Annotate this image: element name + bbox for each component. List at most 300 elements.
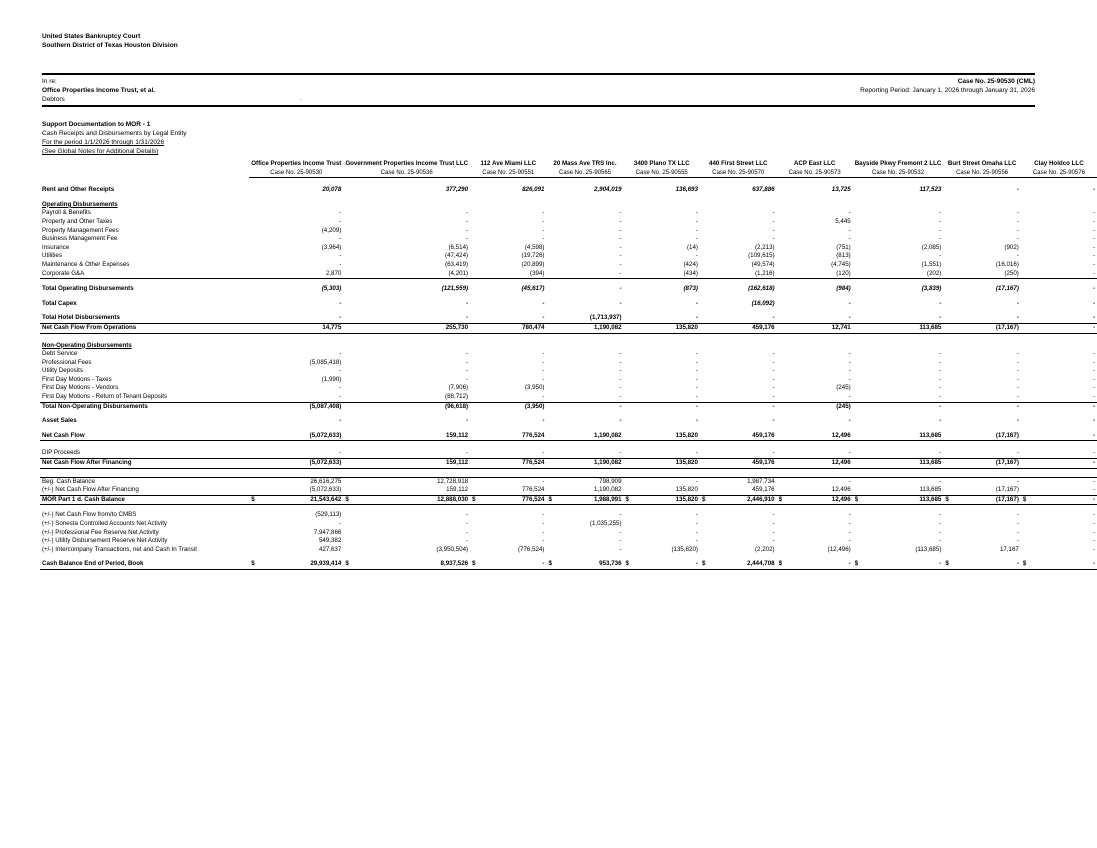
currency-symbol: $ [625, 495, 629, 503]
cell-value: (3,950,504) [436, 545, 469, 553]
currency-symbol: $ [854, 560, 859, 568]
cell-value: - [695, 235, 698, 243]
table-row-pm_fees [40, 227, 1097, 236]
entity-case: Case No. 25-90555 [624, 169, 700, 178]
cell-value: - [339, 384, 342, 392]
debtor-name: Office Properties Income Trust, et al. [42, 87, 156, 94]
cell-value: - [466, 367, 469, 375]
cell-value: (63,419) [445, 260, 469, 268]
cell-value: - [619, 417, 622, 425]
cell-value: (5,072,633) [249, 459, 343, 469]
entity-case: Case No. 25-90570 [700, 169, 777, 178]
cell-value [624, 560, 700, 569]
table-row-beg [40, 477, 1097, 486]
entity-name: 440 First Street LLC [709, 160, 768, 167]
cell-value: - [1092, 217, 1095, 225]
cell-value: - [1016, 235, 1019, 243]
currency-symbol: $ [548, 495, 552, 503]
global-notes: (See Global Notes for Additional Details) [42, 148, 159, 155]
cell-value: 798,909 [546, 477, 623, 486]
cell-value: - [466, 537, 469, 545]
cell-value: - [619, 528, 622, 536]
cell-value: - [700, 393, 777, 402]
row-label: Insurance [42, 243, 70, 251]
cell-value: - [619, 384, 622, 392]
cell-value: - [249, 449, 343, 458]
cell-value: - [939, 252, 942, 260]
cell-value: - [848, 537, 851, 545]
cell-value: 780,474 [470, 323, 546, 333]
table-row-bm_fee [40, 235, 1097, 244]
reporting-period: Reporting Period: January 1, 2026 through January 31, 2026 [860, 87, 1035, 94]
cell-value: 113,685 [853, 432, 944, 441]
cell-value: - [1021, 449, 1097, 458]
cell-value: - [848, 528, 851, 536]
cell-value: - [619, 226, 622, 234]
table-row-udr [40, 537, 1097, 546]
cell-value: (245) [836, 402, 851, 410]
currency-symbol: $ [945, 495, 949, 503]
support-title: Support Documentation to MOR - 1 [42, 121, 151, 128]
cell-value: - [619, 260, 622, 268]
cell-value: - [1021, 432, 1097, 441]
cell-value: (813) [836, 252, 851, 260]
entity-case: Case No. 25-90556 [943, 169, 1021, 178]
cell-value: (5,303) [321, 285, 342, 293]
cell-value: - [619, 235, 622, 243]
cell-value: - [1021, 270, 1097, 279]
cell-value: - [939, 299, 942, 307]
cell-value: - [772, 358, 775, 366]
cell-value: (7,906) [448, 384, 469, 392]
cell-value: 12,496 [777, 459, 853, 469]
cell-value: - [249, 393, 343, 402]
cell-value: - [339, 209, 342, 217]
row-label: Payroll & Benefits [42, 209, 91, 217]
cell-value: - [777, 477, 853, 486]
cell-amount: - [695, 560, 698, 568]
cell-value: - [1016, 528, 1019, 536]
cell-value: - [939, 417, 942, 425]
cell-value: - [619, 402, 622, 410]
cell-value: - [1016, 384, 1019, 392]
court-name: United States Bankruptcy Court [42, 33, 141, 40]
cell-value: (96,618) [445, 402, 469, 410]
cell-value: (3,839) [921, 285, 942, 293]
cell-value [470, 495, 546, 505]
entity-case: Case No. 25-90573 [777, 169, 853, 178]
cell-value [546, 560, 623, 569]
cell-amount: 953,736 [599, 560, 622, 568]
cell-value: 159,112 [343, 432, 470, 441]
cell-value: - [624, 477, 700, 486]
cell-value: (202) [853, 270, 944, 279]
cell-value: (1,990) [321, 375, 342, 383]
row-label: DIP Proceeds [40, 449, 249, 458]
cell-value: (2,213) [755, 243, 775, 251]
cell-value: 135,820 [624, 432, 700, 441]
cell-value: (902) [1004, 243, 1019, 251]
cell-value: - [619, 375, 622, 383]
row-label: Rent and Other Receipts [42, 186, 115, 194]
cell-value: 776,524 [470, 432, 546, 441]
table-row-sonesta [40, 520, 1097, 529]
cell-value: - [939, 314, 942, 322]
cell-amount: 2,444,708 [747, 560, 775, 568]
cell-value: 20,078 [322, 186, 342, 194]
cell-value: - [1092, 299, 1095, 307]
cell-value: - [470, 393, 546, 402]
cell-value: - [939, 537, 942, 545]
row-label: Total Capex [42, 299, 77, 307]
cell-value: - [848, 209, 851, 217]
cell-value: (4,201) [343, 270, 470, 279]
cell-value: - [700, 449, 777, 458]
cell-value: - [1092, 314, 1095, 322]
entity-name: Burt Street Omaha LLC [947, 160, 1017, 167]
currency-symbol: $ [345, 560, 349, 568]
cell-value: - [339, 252, 342, 260]
entity-name: ACP East LLC [793, 160, 836, 167]
cell-value: - [1021, 459, 1097, 469]
row-label: Business Management Fee [42, 235, 118, 243]
currency-symbol: $ [345, 495, 349, 503]
table-row-insurance [40, 244, 1097, 253]
table-row-corp [40, 270, 1097, 279]
cell-value: - [1092, 285, 1095, 293]
cell-value: (3,950) [524, 402, 545, 410]
cell-value: 459,176 [700, 486, 777, 495]
cell-value: (5,087,408) [309, 402, 342, 410]
cell-value: (162,618) [748, 285, 775, 293]
cell-value: (776,524) [517, 545, 545, 553]
cell-value: (120) [777, 270, 853, 279]
row-label: Total Non-Operating Disbursements [42, 402, 148, 410]
cell-value: - [1092, 520, 1095, 527]
cell-value: (1,551) [921, 260, 942, 268]
row-label: Non-Operating Disbursements [42, 341, 132, 349]
cell-value: 427,637 [318, 545, 342, 553]
cell-value: (250) [943, 270, 1021, 279]
cell-value: 776,524 [470, 486, 546, 495]
cell-value: 12,496 [777, 486, 853, 495]
cell-value: - [939, 209, 942, 217]
cell-value: - [1016, 226, 1019, 234]
cell-value: - [542, 358, 545, 366]
row-label: Utilities [42, 252, 62, 260]
row-label: Professional Fees [42, 358, 92, 366]
entity-case: Case No. 25-90576 [1021, 169, 1097, 178]
cell-value: - [466, 314, 469, 322]
table-row-maint [40, 261, 1097, 270]
cell-value: (4,745) [831, 260, 851, 268]
cell-value: (88,712) [343, 393, 470, 402]
cell-value: - [772, 375, 775, 383]
cell-value: - [1092, 511, 1095, 519]
table-row-fdm_vendors [40, 384, 1097, 393]
row-label: Maintenance & Other Expenses [42, 260, 130, 268]
entity-name: Bayside Pkwy Fremont 2 LLC [854, 160, 942, 167]
cell-value: (109,615) [748, 252, 775, 260]
cell-value: - [1016, 358, 1019, 366]
currency-symbol: $ [548, 560, 552, 568]
cell-amount: (17,167) [995, 495, 1019, 503]
entity-case: Case No. 25-90565 [546, 169, 623, 178]
cell-value [470, 560, 546, 569]
cell-value [777, 560, 853, 569]
table-row-end [40, 560, 1097, 569]
table-row-fdm_tenant [40, 393, 1097, 402]
cell-value: - [772, 217, 775, 225]
cell-value: (17,167) [943, 486, 1021, 495]
cell-value: - [695, 528, 698, 536]
cell-value [1021, 560, 1097, 569]
cell-value: (17,167) [943, 323, 1021, 333]
cell-value: - [772, 384, 775, 392]
cell-value: - [619, 299, 622, 307]
cell-value: - [772, 537, 775, 545]
cell-value: - [695, 358, 698, 366]
cell-value: - [943, 449, 1021, 458]
entity-case: Case No. 25-90532 [853, 169, 944, 178]
cell-value: - [1016, 417, 1019, 425]
cell-amount: 113,685 [919, 495, 942, 503]
currency-symbol: $ [251, 495, 255, 503]
entity-name: 20 Mass Ave TRS Inc. [553, 160, 617, 167]
caption-bottom-rule [42, 105, 1035, 107]
cell-value: 826,091 [522, 186, 545, 194]
cell-value [546, 495, 623, 505]
cell-value: - [339, 217, 342, 225]
row-label: (+/-) Professional Fee Reserve Net Activity [42, 528, 159, 536]
row-label: First Day Motions - Return of Tenant Deposits [40, 393, 249, 402]
cell-value: - [624, 393, 700, 402]
cell-value: - [619, 537, 622, 545]
cell-value: - [1016, 186, 1019, 194]
cell-value: - [772, 520, 775, 527]
cell-value: - [466, 375, 469, 383]
cell-value: (3,964) [321, 243, 342, 251]
cell-value: 2,904,019 [594, 186, 622, 194]
cell-value: - [542, 314, 545, 322]
cell-value: - [1016, 402, 1019, 410]
row-label: Corporate G&A [40, 270, 249, 279]
table-row-op_header [40, 201, 1097, 210]
cell-value: (135,820) [671, 545, 698, 553]
cell-value: 135,820 [624, 323, 700, 333]
cell-value: - [466, 511, 469, 519]
cell-amount: 29,939,414 [310, 560, 342, 568]
currency-symbol: $ [251, 560, 255, 568]
cell-value: - [1092, 402, 1095, 410]
cell-value: - [848, 520, 851, 527]
cell-amount: 2,446,910 [747, 495, 775, 503]
row-label: Property Management Fees [42, 226, 119, 234]
in-re-label: In re: [42, 78, 57, 85]
cell-value: - [619, 545, 622, 553]
cell-value: - [772, 402, 775, 410]
table-row-utilities [40, 252, 1097, 261]
cell-value: - [466, 209, 469, 217]
cell-amount: 135,820 [675, 495, 698, 503]
cell-value: - [466, 235, 469, 243]
cell-value: - [1092, 367, 1095, 375]
cell-value: - [339, 367, 342, 375]
cell-value [249, 495, 343, 505]
cell-value: - [939, 511, 942, 519]
cell-value: 13,725 [831, 186, 851, 194]
cell-value: - [542, 520, 545, 527]
currency-symbol: $ [1022, 560, 1027, 568]
cell-value: - [695, 367, 698, 375]
cell-value: - [943, 477, 1021, 486]
cell-value: 459,176 [700, 459, 777, 469]
cell-amount: - [1016, 560, 1019, 568]
cell-value: (434) [624, 270, 700, 279]
cell-value: - [542, 299, 545, 307]
table-row-total_op [40, 285, 1097, 294]
cell-value: - [1092, 252, 1095, 260]
cell-value: (1,035,255) [589, 520, 622, 527]
cell-value [853, 560, 944, 569]
cell-value: - [466, 358, 469, 366]
table-row-asset_sales [40, 417, 1097, 426]
table-row-capex [40, 300, 1097, 309]
cell-value: - [1016, 511, 1019, 519]
table-row-prof [40, 359, 1097, 368]
table-row-debt [40, 350, 1097, 359]
row-label: (+/-) Net Cash Flow After Financing [40, 486, 249, 495]
cell-value: - [1016, 537, 1019, 545]
cell-value: - [546, 393, 623, 402]
cell-value: (5,085,418) [309, 358, 342, 366]
cell-value: - [466, 226, 469, 234]
row-label: First Day Motions - Vendors [42, 384, 119, 392]
cell-value: 113,685 [853, 486, 944, 495]
cell-value: (3,950) [524, 384, 545, 392]
cell-value: - [1016, 299, 1019, 307]
cell-amount: - [1092, 560, 1095, 568]
cell-value: 1,987,734 [700, 477, 777, 486]
cell-value [700, 560, 777, 569]
cell-value: (4,209) [321, 226, 342, 234]
currency-symbol: $ [701, 495, 706, 503]
cell-value: - [339, 350, 342, 358]
cell-value: (245) [836, 384, 851, 392]
row-label: Debt Service [42, 350, 78, 358]
cell-value: - [343, 449, 470, 458]
cell-value: (16,016) [995, 260, 1019, 268]
cell-value: - [939, 217, 942, 225]
entity-name: Clay Holdco LLC [1034, 160, 1084, 167]
cell-value: (45,617) [521, 285, 545, 293]
cell-value [700, 495, 777, 505]
cell-value: (17,167) [943, 432, 1021, 441]
currency-symbol: $ [778, 495, 783, 503]
cell-value: 637,886 [752, 186, 775, 194]
cell-value: 136,693 [675, 186, 698, 194]
cell-value: - [339, 314, 342, 322]
cell-value: (121,559) [441, 285, 469, 293]
cell-value: (2,085) [921, 243, 942, 251]
currency-symbol: $ [701, 560, 706, 568]
cell-value: (984) [836, 285, 851, 293]
cell-value: 1,190,082 [546, 459, 623, 469]
cell-value: - [1092, 537, 1095, 545]
table-row-fdm_taxes [40, 376, 1097, 385]
cell-value: - [466, 350, 469, 358]
currency-symbol: $ [625, 560, 629, 568]
cell-value: 135,820 [624, 459, 700, 469]
cell-value: - [470, 477, 546, 486]
cell-value: (20,899) [521, 260, 545, 268]
cell-value: - [1092, 235, 1095, 243]
cell-value: 113,685 [853, 323, 944, 333]
cell-value: - [939, 520, 942, 527]
entity-header-row [40, 160, 1097, 169]
cell-value: - [1016, 375, 1019, 383]
cell-value: 17,167 [999, 545, 1019, 553]
cell-value: 12,496 [777, 432, 853, 441]
cell-value: - [1016, 520, 1019, 527]
cell-value: (5,072,633) [249, 486, 343, 495]
cell-value: - [853, 393, 944, 402]
cell-value: - [339, 417, 342, 425]
cell-value: (1,216) [700, 270, 777, 279]
cell-value: - [1092, 375, 1095, 383]
cell-value: - [772, 226, 775, 234]
case-number: Case No. 25-90530 (CML) [957, 78, 1035, 85]
table-row-hotel [40, 314, 1097, 323]
cell-value: - [542, 367, 545, 375]
cell-value [1021, 495, 1097, 505]
cell-value: (6,514) [448, 243, 469, 251]
cell-value: - [1021, 323, 1097, 333]
cell-value: - [339, 260, 342, 268]
cell-value: - [1092, 528, 1095, 536]
cell-value: - [695, 226, 698, 234]
cell-value: - [695, 384, 698, 392]
cell-value: - [695, 520, 698, 527]
cell-value: - [777, 449, 853, 458]
cell-value: - [546, 270, 623, 279]
cell-value: - [848, 350, 851, 358]
cell-value: - [339, 299, 342, 307]
table-row-payroll [40, 209, 1097, 218]
row-label: Asset Sales [42, 417, 77, 425]
cell-value [853, 495, 944, 505]
cell-value: - [466, 520, 469, 527]
cell-value: - [939, 235, 942, 243]
table-row-ncf_after [40, 459, 1097, 469]
cell-value: - [695, 209, 698, 217]
cell-amount: - [542, 560, 545, 568]
cell-value: (1,713,937) [589, 314, 622, 322]
cell-amount: - [1092, 495, 1095, 503]
cell-value: - [772, 209, 775, 217]
row-label: Net Cash Flow After Financing [40, 459, 249, 469]
cell-value: (2,202) [755, 545, 775, 553]
row-label: Net Cash Flow [40, 432, 249, 441]
cell-value: - [466, 217, 469, 225]
table-row-total_nonop [40, 402, 1097, 411]
cell-value: - [695, 314, 698, 322]
cell-value: - [1092, 545, 1095, 553]
cell-value: - [848, 314, 851, 322]
cell-value [943, 560, 1021, 569]
cell-value: - [542, 226, 545, 234]
row-label: Total Hotel Disbursements [42, 314, 120, 322]
